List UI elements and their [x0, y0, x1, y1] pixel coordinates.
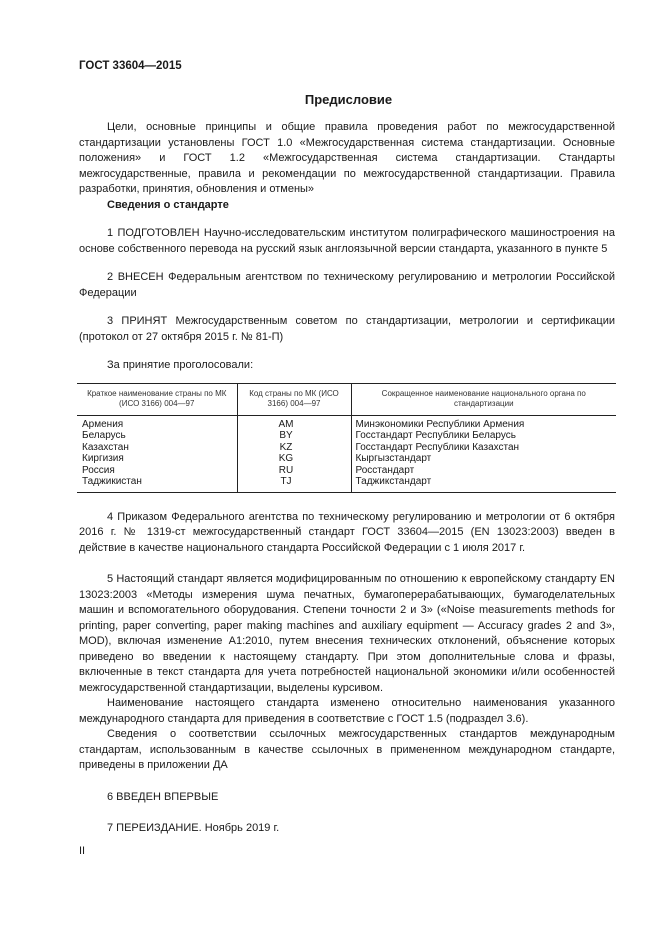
- table-row: [77, 453, 616, 465]
- table-row: [77, 442, 616, 454]
- country-code: KZ: [237, 442, 351, 454]
- table-row: [77, 465, 616, 477]
- item-7-paragraph: 7 ПЕРЕИЗДАНИЕ. Ноябрь 2019 г.: [107, 822, 280, 834]
- item-6-paragraph: 6 ВВЕДЕН ВПЕРВЫЕ: [107, 790, 219, 803]
- header-country-name: Краткое наименование страны по МК (ИСО 3166) 004—97: [77, 383, 237, 415]
- standards-body: Госстандарт Республики Беларусь: [351, 430, 616, 442]
- header-country-code: Код страны по МК (ИСО 3166) 004—97: [237, 383, 351, 415]
- preface-body: [79, 120, 615, 837]
- item-5-paragraph: 5 Настоящий стандарт является модифицированным по отношению к европейскому стандарту EN 13023:2003 «Методы измерения шума печатных, бумагоперерабатывающих, бумагоделательных машин и вспомогательного оборудования. Степени точности 2 и 3» («Noise measurements methods for printing, paper converting, paper making machines and auxiliary equipment — Accuracy grades 2 and 3», MOD), включая изменение A1:2010, путем внесения технических отклонений, объяснение которых приведено во введении к настоящему стандарту. При этом дополнительные слова и фразы, включенные в текст стандарта для учета потребностей национальной экономики и/или особенностей межгосударственной стандартизации, выделены курсивом.: [79, 573, 615, 694]
- country-name: Армения: [82, 418, 124, 430]
- standards-body: Минэкономики Республики Армения: [351, 415, 616, 430]
- page-title: Предисловие: [304, 92, 393, 107]
- table-row: [77, 430, 616, 442]
- country-name: Россия: [82, 464, 115, 476]
- standards-body: Кыргызстандарт: [351, 453, 616, 465]
- item-2-paragraph: 2 ВНЕСЕН Федеральным агентством по техническому регулированию и метрологии Российской Федерации: [79, 271, 615, 299]
- voted-label: За принятие проголосовали:: [107, 359, 254, 371]
- standards-body: Госстандарт Республики Казахстан: [351, 442, 616, 454]
- header-standards-body: Сокращенное наименование национального органа по стандартизации: [351, 383, 616, 415]
- voting-countries-table: [77, 383, 616, 493]
- country-code: RU: [237, 465, 351, 477]
- country-name: Киргизия: [82, 453, 124, 464]
- table-header-row: [77, 383, 616, 415]
- country-code: BY: [237, 430, 351, 442]
- country-code: KG: [237, 453, 351, 465]
- table-row: [77, 415, 616, 430]
- item-3-paragraph: 3 ПРИНЯТ Межгосударственным советом по стандартизации, метрологии и сертификации (протокол от 27 октября 2015 г. № 81-П): [79, 315, 615, 343]
- country-name: Казахстан: [82, 441, 129, 453]
- item-5-name-note: Наименование настоящего стандарта изменено относительно наименования указанного международного стандарта для приведения в соответствие с ГОСТ 1.5 (подраздел 3.6).: [79, 697, 615, 725]
- standards-body: Росстандарт: [351, 465, 616, 477]
- item-5-references-note: Сведения о соответствии ссылочных межгосударственных стандартов международным стандартам, использованным в качестве ссылочных в примененном международном стандарте, приведены в приложении ДА: [79, 728, 615, 771]
- item-1-paragraph: 1 ПОДГОТОВЛЕН Научно-исследовательским институтом полиграфического машиностроения на основе собственного перевода на русский язык англоязычной версии стандарта, указанного в пункте 5: [79, 227, 615, 255]
- document-code: ГОСТ 33604—2015: [79, 60, 182, 72]
- standard-info-heading: Сведения о стандарте: [107, 198, 229, 211]
- table-row: [77, 476, 616, 492]
- item-4-paragraph: 4 Приказом Федерального агентства по техническому регулированию и метрологии от 6 октября 2016 г. № 1319-ст межгосударственный стандарт ГОСТ 33604—2015 (EN 13023:2003) введен в действие в качестве национального стандарта Российской Федерации с 1 июля 2017 г.: [79, 510, 615, 554]
- page-number: II: [79, 845, 86, 857]
- standards-body: Таджикстандарт: [351, 476, 616, 492]
- country-code: TJ: [237, 476, 351, 492]
- country-name: Таджикистан: [77, 476, 237, 492]
- intro-paragraph: Цели, основные принципы и общие правила проведения работ по межгосударственной стандартизации установлены ГОСТ 1.0 «Межгосударственная система стандартизации. Основные положения» и ГОСТ 1.2 «Межгосударственная система стандартизации. Стандарты межгосударственные, правила и рекомендации по межгосударственной стандартизации. Правила разработки, принятия, обновления и отмены»: [79, 121, 615, 195]
- country-name: Беларусь: [82, 430, 126, 441]
- country-code: AM: [237, 415, 351, 430]
